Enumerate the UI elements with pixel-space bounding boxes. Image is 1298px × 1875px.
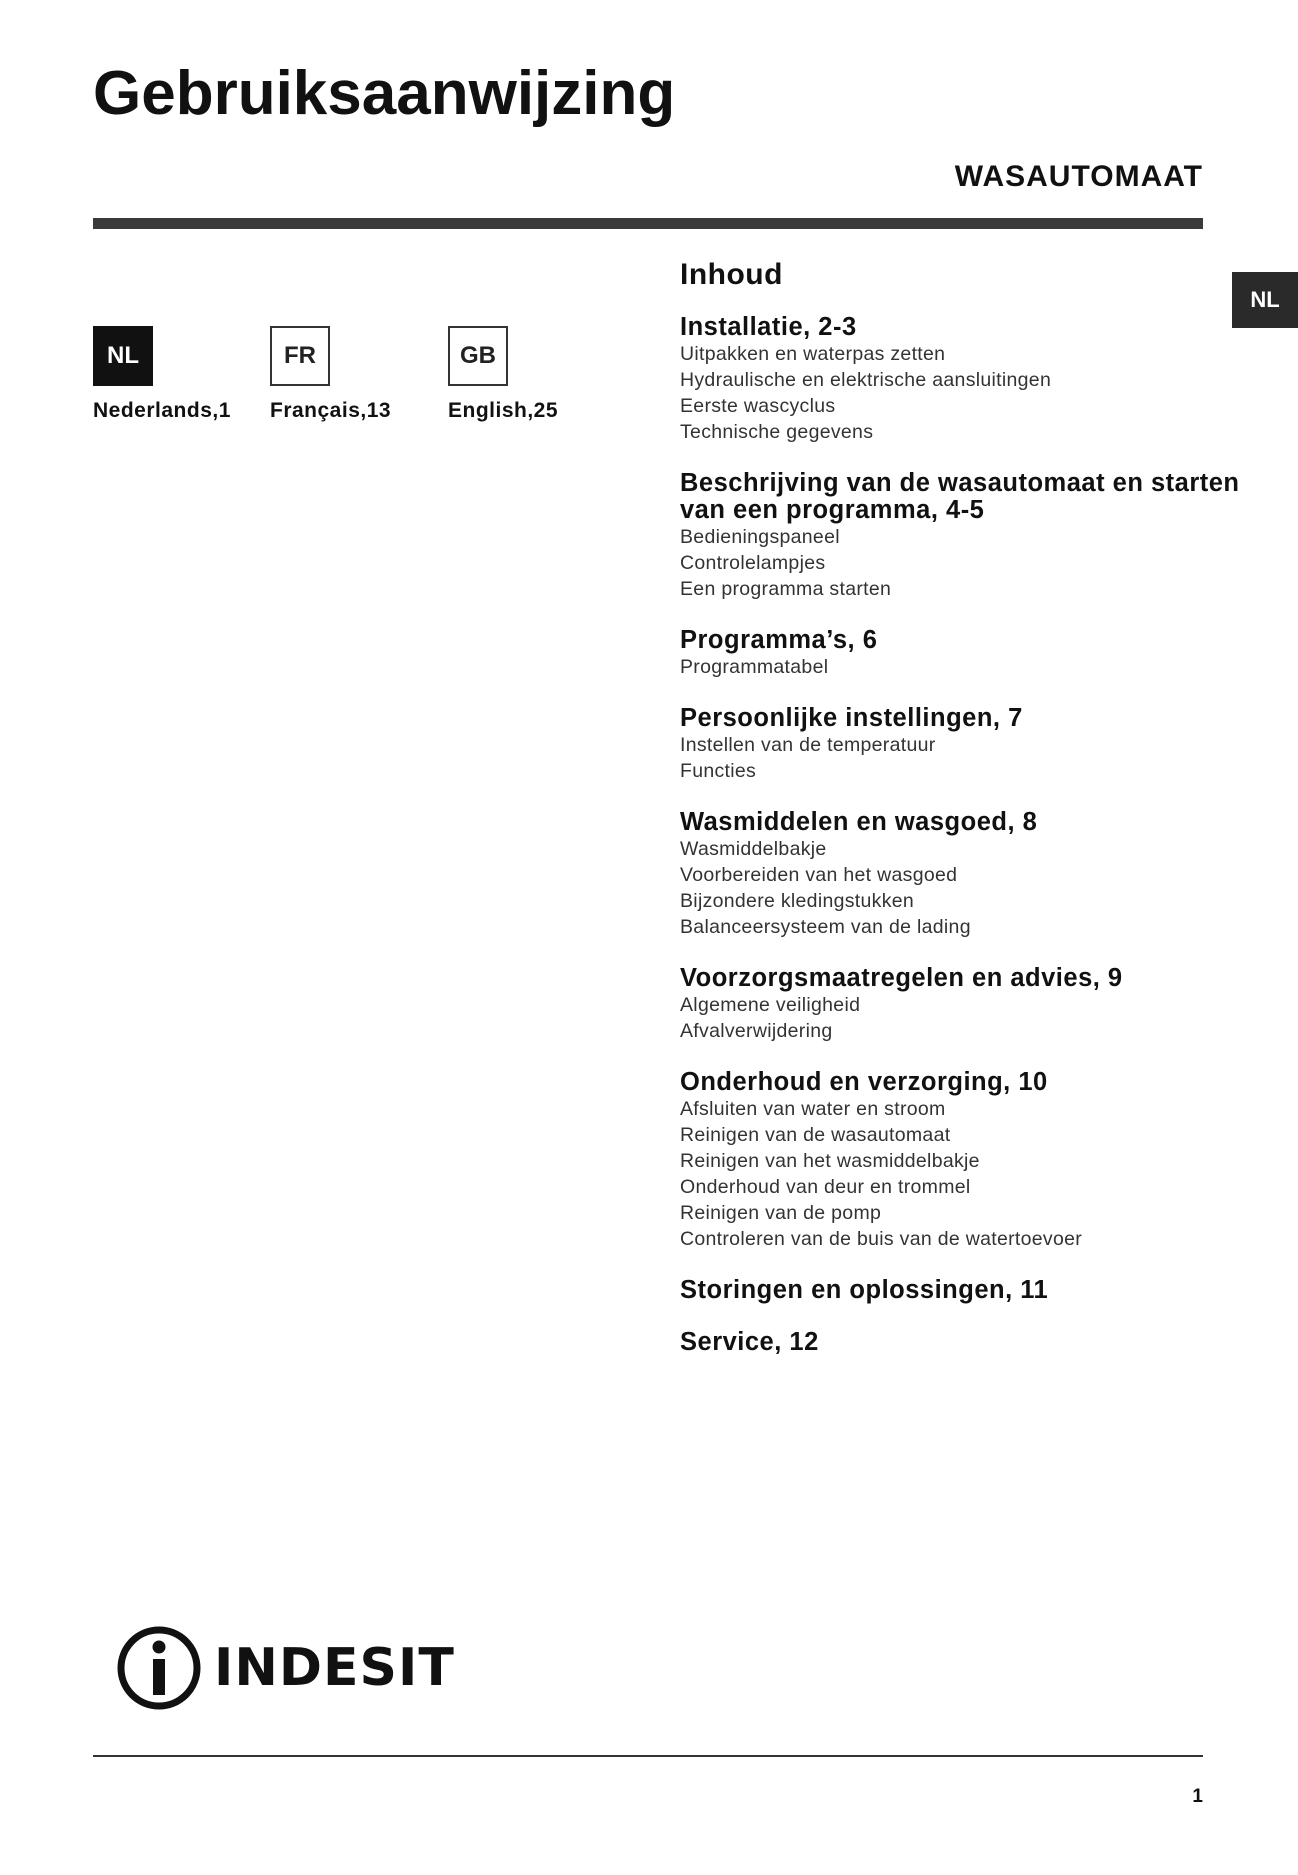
language-label: Français,13	[270, 399, 392, 422]
toc-item[interactable]: Een programma starten	[680, 578, 892, 600]
toc-section-title[interactable]: Programma’s, 6	[680, 626, 878, 654]
toc-item[interactable]: Onderhoud van deur en trommel	[680, 1176, 971, 1198]
toc-section	[680, 1069, 1240, 1252]
toc-heading: Inhoud	[680, 258, 783, 291]
table-of-contents	[680, 258, 1240, 1381]
page-number: 1	[1192, 1786, 1203, 1807]
toc-section-title[interactable]: Service, 12	[680, 1328, 819, 1356]
toc-section	[680, 627, 1240, 680]
toc-section	[680, 965, 1240, 1044]
language-side-tab: NL	[1232, 272, 1298, 328]
toc-section-title[interactable]: Wasmiddelen en wasgoed, 8	[680, 808, 1038, 836]
toc-section	[680, 1329, 1240, 1356]
toc-item[interactable]: Programmatabel	[680, 656, 829, 678]
info-icon	[116, 1625, 202, 1711]
toc-item[interactable]: Wasmiddelbakje	[680, 838, 827, 860]
toc-item[interactable]: Reinigen van de wasautomaat	[680, 1124, 951, 1146]
toc-section-title[interactable]: Beschrijving van de wasautomaat en starten van een programma, 4-5	[680, 469, 1240, 524]
toc-item-list	[680, 992, 1240, 1044]
toc-item-list	[680, 341, 1240, 445]
toc-item[interactable]: Reinigen van het wasmiddelbakje	[680, 1150, 980, 1172]
language-code-box: FR	[270, 326, 330, 386]
toc-item-list	[680, 654, 1240, 680]
language-code-box: NL	[93, 326, 153, 386]
toc-item[interactable]: Bijzondere kledingstukken	[680, 890, 915, 912]
toc-item[interactable]: Uitpakken en waterpas zetten	[680, 343, 946, 365]
language-nl[interactable]	[93, 326, 273, 423]
toc-item-list	[680, 524, 1240, 602]
toc-item[interactable]: Balanceersysteem van de lading	[680, 916, 971, 938]
toc-section	[680, 705, 1240, 784]
toc-item[interactable]: Algemene veiligheid	[680, 994, 861, 1016]
toc-section-title[interactable]: Onderhoud en verzorging, 10	[680, 1068, 1048, 1096]
toc-section-list	[680, 314, 1240, 1356]
brand-logo	[116, 1625, 455, 1711]
toc-item[interactable]: Afsluiten van water en stroom	[680, 1098, 946, 1120]
toc-item[interactable]: Controleren van de buis van de watertoevoer	[680, 1228, 1083, 1250]
language-label: English,25	[448, 399, 559, 422]
toc-item[interactable]: Voorbereiden van het wasgoed	[680, 864, 958, 886]
toc-item[interactable]: Hydraulische en elektrische aansluitingen	[680, 369, 1052, 391]
toc-section-title[interactable]: Voorzorgsmaatregelen en advies, 9	[680, 964, 1123, 992]
footer-divider	[93, 1755, 1203, 1757]
language-fr[interactable]	[270, 326, 450, 423]
toc-item-list	[680, 1096, 1240, 1252]
toc-item[interactable]: Reinigen van de pomp	[680, 1202, 882, 1224]
toc-item[interactable]: Controlelampjes	[680, 552, 826, 574]
toc-item-list	[680, 836, 1240, 940]
language-label: Nederlands,1	[93, 399, 231, 422]
toc-item[interactable]: Instellen van de temperatuur	[680, 734, 936, 756]
toc-section-title[interactable]: Installatie, 2-3	[680, 313, 857, 341]
toc-item[interactable]: Technische gegevens	[680, 421, 874, 443]
toc-section	[680, 1277, 1240, 1304]
toc-section-title[interactable]: Persoonlijke instellingen, 7	[680, 704, 1023, 732]
page-title: Gebruiksaanwijzing	[93, 59, 676, 128]
language-gb[interactable]	[448, 326, 628, 423]
brand-name: INDESIT	[214, 1638, 455, 1698]
product-type: WASAUTOMAAT	[954, 160, 1203, 193]
toc-section-title[interactable]: Storingen en oplossingen, 11	[680, 1276, 1049, 1304]
toc-section	[680, 314, 1240, 445]
toc-section	[680, 470, 1240, 602]
language-code-box: GB	[448, 326, 508, 386]
toc-item[interactable]: Afvalverwijdering	[680, 1020, 833, 1042]
toc-item[interactable]: Bedieningspaneel	[680, 526, 840, 548]
toc-item-list	[680, 732, 1240, 784]
header-divider	[93, 218, 1203, 229]
toc-section	[680, 809, 1240, 940]
toc-item[interactable]: Eerste wascyclus	[680, 395, 836, 417]
toc-item[interactable]: Functies	[680, 760, 757, 782]
